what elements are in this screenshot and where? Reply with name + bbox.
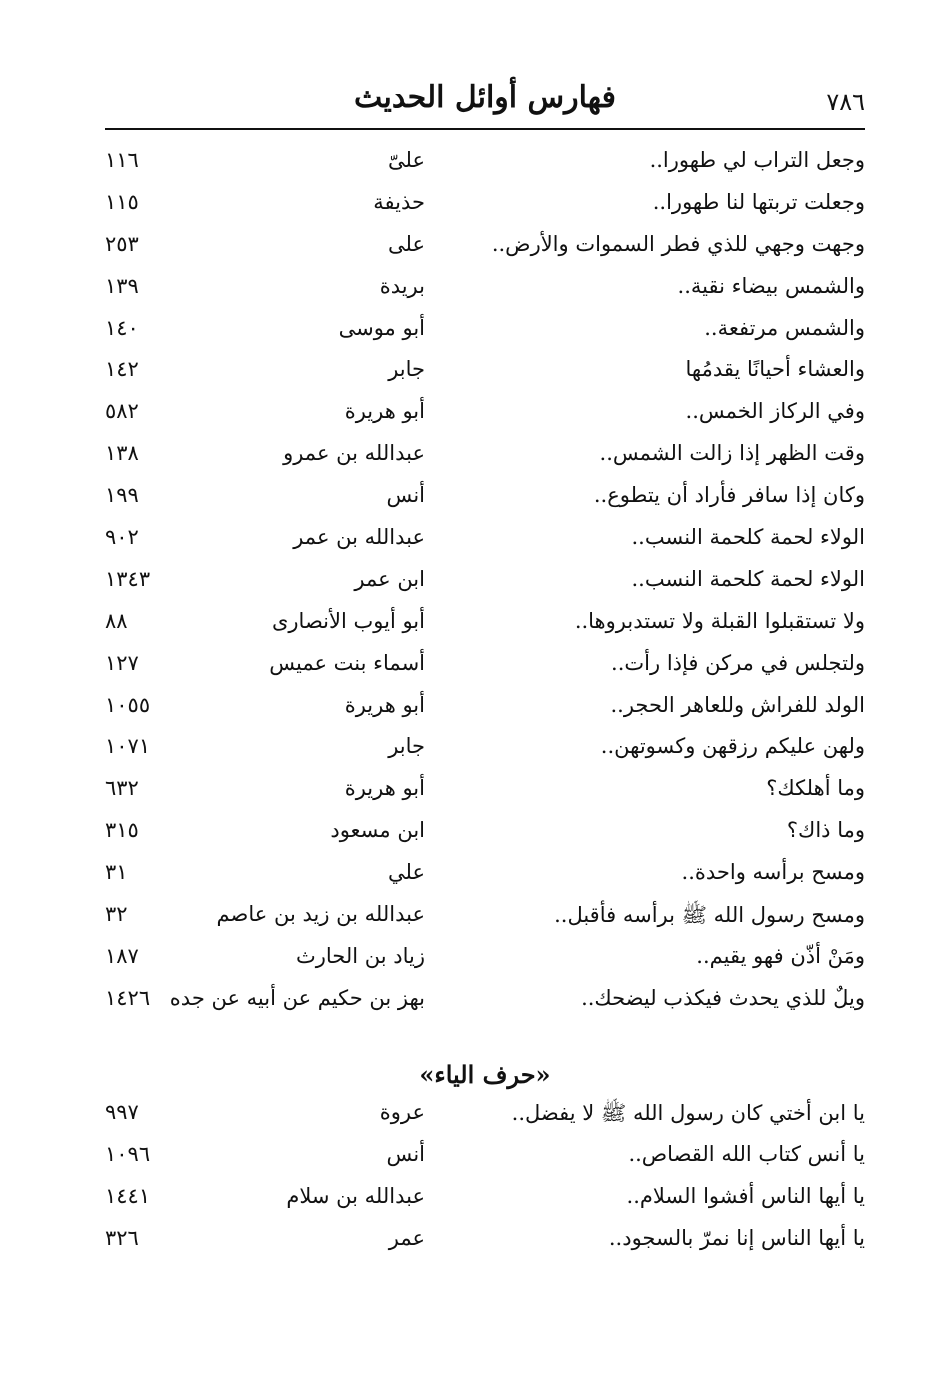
hadith-number: ٩٠٢ (105, 525, 139, 550)
hadith-number: ١١٥ (105, 189, 139, 214)
hadith-text: وما ذاك؟ (786, 818, 865, 843)
narrator-name: ابن مسعود (330, 818, 425, 843)
page-header (105, 78, 865, 128)
hadith-text: ومسح رسول الله ﷺ برأسه فأقبل.. (554, 903, 865, 928)
hadith-text: يا أيها الناس إنا نمرّ بالسجود.. (608, 1225, 865, 1250)
index-entry-row (105, 435, 865, 477)
narrator-name: علىّ (388, 148, 425, 172)
index-entry-row (105, 938, 865, 980)
hadith-number: ١٣٤٣ (105, 566, 151, 591)
hadith-text: يا ابن أختي كان رسول الله ﷺ لا يفضل.. (511, 1101, 865, 1125)
hadith-number: ٣٢٦ (105, 1225, 139, 1250)
page-number: ٧٨٦ (826, 88, 865, 116)
hadith-text: ولا تستقبلوا القبلة ولا تستدبروها.. (574, 608, 865, 633)
narrator-name: عبدالله بن سلام (286, 1183, 425, 1208)
hadith-number: ٣١٥ (105, 818, 139, 843)
hadith-number: ٨٨ (105, 608, 128, 633)
narrator-name: عبدالله بن عمر (293, 525, 425, 550)
hadith-text: ومَنْ أذّن فهو يقيم.. (696, 943, 865, 968)
narrator-name: أنس (386, 1141, 425, 1166)
index-entry-row (105, 226, 865, 268)
narrator-name: زياد بن الحارث (295, 943, 425, 968)
hadith-text: وجهت وجهي للذي فطر السموات والأرض.. (491, 231, 865, 256)
index-entry-row (105, 142, 865, 184)
index-entry-row (105, 896, 865, 938)
narrator-name: ابن عمر (354, 566, 425, 591)
narrator-name: أبو أيوب الأنصارى (271, 608, 425, 633)
hadith-number: ١١٦ (105, 148, 139, 172)
header-rule (105, 128, 865, 130)
narrator-name: أسماء بنت عميس (269, 650, 425, 675)
index-entry-row (105, 687, 865, 729)
index-entry-row (105, 980, 865, 1022)
narrator-name: أبو موسى (338, 315, 425, 340)
narrator-name: عروة (379, 1100, 425, 1124)
index-entry-row (105, 1094, 865, 1136)
narrator-name: علي (388, 860, 425, 885)
hadith-text: وقت الظهر إذا زالت الشمس.. (599, 441, 865, 466)
index-entry-row (105, 645, 865, 687)
hadith-number: ١٠٧١ (105, 734, 151, 759)
hadith-number: ١٠٥٥ (105, 692, 151, 717)
hadith-number: ١٤٢ (105, 357, 139, 382)
hadith-text: الولاء لحمة كلحمة النسب.. (631, 566, 865, 591)
narrator-name: بهز بن حكيم عن أبيه عن جده (169, 985, 425, 1010)
index-entry-row (105, 268, 865, 310)
narrator-name: أبو هريرة (344, 776, 425, 801)
index-entry-row (105, 519, 865, 561)
narrator-name: أنس (386, 483, 425, 508)
index-entry-row (105, 184, 865, 226)
hadith-number: ١٤٤١ (105, 1183, 151, 1208)
hadith-number: ١٢٧ (105, 650, 139, 675)
index-entry-row (105, 854, 865, 896)
hadith-text: وجعل التراب لي طهورا.. (649, 148, 865, 172)
hadith-number: ١٣٩ (105, 273, 139, 298)
hadith-number: ١٤٠ (105, 315, 139, 340)
hadith-number: ٢٥٣ (105, 231, 139, 256)
index-entry-row (105, 561, 865, 603)
hadith-text: والشمس مرتفعة.. (704, 315, 865, 340)
index-entry-row (105, 393, 865, 435)
hadith-text: والشمس بيضاء نقية.. (677, 273, 865, 298)
hadith-number: ١٤٢٦ (105, 985, 151, 1010)
narrator-name: على (388, 231, 425, 256)
narrator-name: جابر (388, 734, 425, 759)
narrator-name: عبدالله بن عمرو (283, 441, 425, 466)
hadith-number: ٩٩٧ (105, 1100, 139, 1124)
index-entry-row (105, 728, 865, 770)
narrator-name: عمر (388, 1225, 425, 1250)
hadith-text: ولتجلس في مركن فإذا رأت.. (611, 650, 865, 675)
hadith-text: وكان إذا سافر فأراد أن يتطوع.. (593, 483, 865, 508)
hadith-number: ١٨٧ (105, 943, 139, 968)
hadith-text: الولد للفراش وللعاهر الحجر.. (610, 692, 865, 717)
hadith-number: ٥٨٢ (105, 399, 139, 424)
hadith-number: ٣١ (105, 860, 128, 885)
hadith-number: ١٠٩٦ (105, 1141, 151, 1166)
index-entry-row (105, 603, 865, 645)
narrator-name: جابر (388, 357, 425, 382)
hadith-index-table-ya (105, 1094, 865, 1262)
narrator-name: أبو هريرة (344, 692, 425, 717)
hadith-text: وفي الركاز الخمس.. (685, 399, 865, 424)
hadith-text: يا أيها الناس أفشوا السلام.. (626, 1183, 865, 1208)
hadith-text: والعشاء أحيانًا يقدمُها (685, 357, 865, 382)
hadith-number: ٣٢ (105, 902, 128, 927)
hadith-text: ولهن عليكم رزقهن وكسوتهن.. (600, 734, 865, 759)
index-entry-row (105, 310, 865, 352)
narrator-name: عبدالله بن زيد بن عاصم (216, 902, 425, 927)
page-title: فهارس أوائل الحديث (354, 80, 616, 115)
hadith-text: ويلٌ للذي يحدث فيكذب ليضحك.. (581, 985, 865, 1010)
narrator-name: حذيفة (373, 189, 425, 214)
hadith-number: ١٣٨ (105, 441, 139, 466)
hadith-text: الولاء لحمة كلحمة النسب.. (631, 525, 865, 550)
index-entry-row (105, 1136, 865, 1178)
index-entry-row (105, 351, 865, 393)
index-entry-row (105, 477, 865, 519)
hadith-text: وجعلت تربتها لنا طهورا.. (652, 189, 865, 214)
index-entry-row (105, 1178, 865, 1220)
index-entry-row (105, 1220, 865, 1262)
index-entry-row (105, 812, 865, 854)
section-heading: «حرف الياء» (419, 1060, 551, 1089)
hadith-text: يا أنس كتاب الله القصاص.. (628, 1141, 865, 1166)
narrator-name: أبو هريرة (344, 399, 425, 424)
hadith-text: وما أهلكك؟ (766, 776, 865, 801)
index-entry-row (105, 770, 865, 812)
hadith-number: ١٩٩ (105, 483, 139, 508)
hadith-number: ٦٣٢ (105, 776, 139, 801)
hadith-index-table (105, 142, 865, 1022)
narrator-name: بريدة (379, 273, 425, 298)
hadith-text: ومسح برأسه واحدة.. (681, 860, 865, 885)
